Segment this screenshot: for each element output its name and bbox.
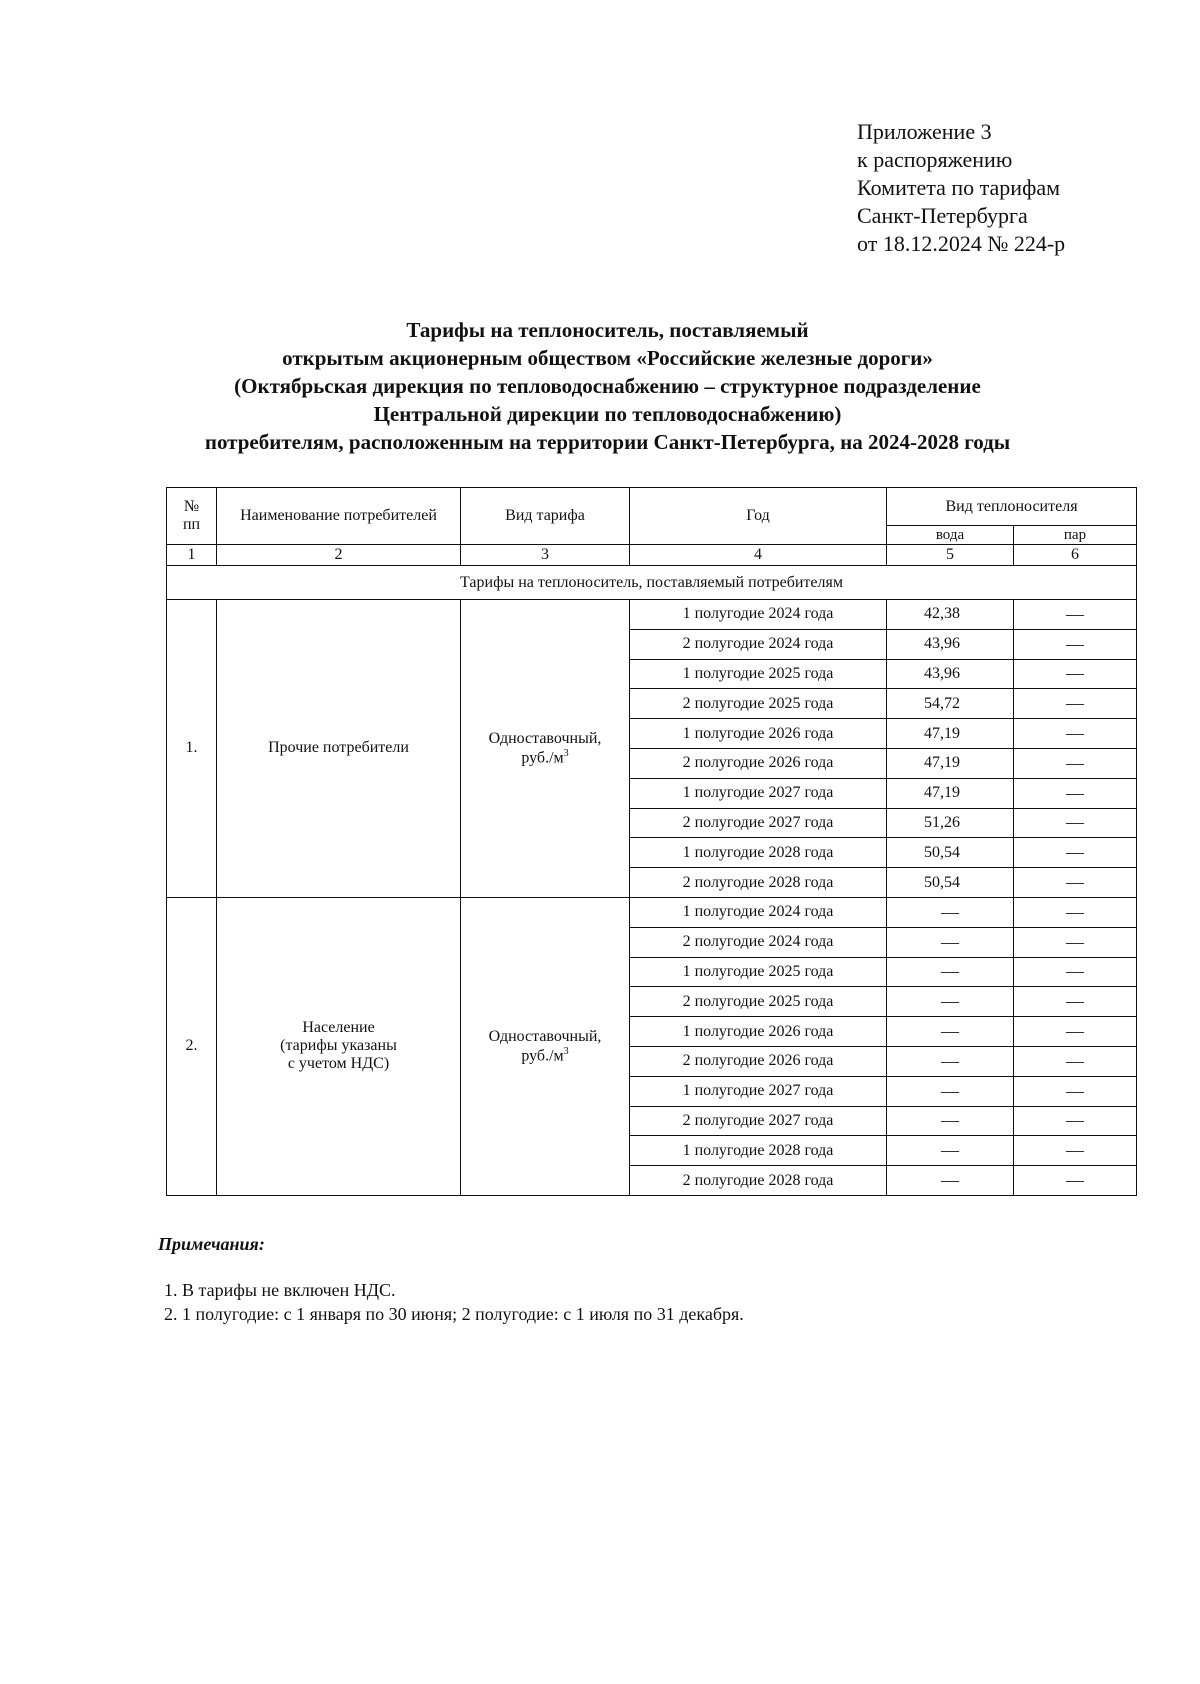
notes bbox=[158, 1232, 744, 1326]
steam-tariff-cell: — bbox=[1014, 1017, 1137, 1047]
consumer-name-line: Прочие потребители bbox=[268, 739, 409, 757]
period-cell: 2 полугодие 2026 года bbox=[630, 748, 887, 778]
steam-tariff-cell: — bbox=[1014, 1076, 1137, 1106]
water-tariff-value: — bbox=[941, 1110, 959, 1131]
water-tariff-value: 54,72 bbox=[924, 694, 960, 712]
column-number: 2 bbox=[217, 545, 461, 566]
appendix-line: Санкт-Петербурга bbox=[857, 203, 1028, 228]
tariff-unit-text: руб./м bbox=[521, 749, 564, 767]
group-number: 1. bbox=[167, 600, 217, 898]
water-tariff-value: — bbox=[941, 991, 959, 1012]
period-cell: 1 полугодие 2024 года bbox=[630, 600, 887, 630]
column-number: 4 bbox=[630, 545, 887, 566]
steam-tariff-cell: — bbox=[1014, 808, 1137, 838]
water-tariff-cell bbox=[887, 1076, 1014, 1106]
steam-tariff-cell: — bbox=[1014, 689, 1137, 719]
tariff-unit bbox=[461, 1046, 629, 1065]
note-item: 2. 1 полугодие: с 1 января по 30 июня; 2 полугодие: с 1 июля по 31 декабря. bbox=[182, 1302, 744, 1326]
column-number: 3 bbox=[461, 545, 630, 566]
period-cell: 1 полугодие 2025 года bbox=[630, 659, 887, 689]
period-cell: 2 полугодие 2024 года bbox=[630, 629, 887, 659]
appendix-line: Комитета по тарифам bbox=[857, 175, 1061, 200]
water-tariff-value: 51,26 bbox=[924, 813, 960, 831]
consumer-name bbox=[217, 897, 461, 1195]
consumer-name-line: Население bbox=[302, 1019, 375, 1037]
header-year: Год bbox=[630, 488, 887, 545]
title-line: (Октябрьская дирекция по тепловодоснабжению – структурное подразделение bbox=[234, 374, 981, 398]
steam-tariff-cell: — bbox=[1014, 897, 1137, 927]
water-tariff-cell bbox=[887, 987, 1014, 1017]
table-row bbox=[167, 600, 1137, 630]
section-title: Тарифы на теплоноситель, поставляемый потребителям bbox=[167, 566, 1137, 600]
water-tariff-cell bbox=[887, 1046, 1014, 1076]
water-tariff-cell bbox=[887, 957, 1014, 987]
water-tariff-value: — bbox=[941, 1140, 959, 1161]
water-tariff-cell bbox=[887, 1166, 1014, 1196]
water-tariff-cell bbox=[887, 629, 1014, 659]
title-line: Тарифы на теплоноситель, поставляемый bbox=[406, 318, 809, 342]
header-number bbox=[167, 488, 217, 545]
period-cell: 1 полугодие 2025 года bbox=[630, 957, 887, 987]
period-cell: 1 полугодие 2028 года bbox=[630, 838, 887, 868]
period-cell: 2 полугодие 2025 года bbox=[630, 987, 887, 1017]
water-tariff-value: 50,54 bbox=[924, 873, 960, 891]
water-tariff-cell bbox=[887, 897, 1014, 927]
steam-tariff-cell: — bbox=[1014, 629, 1137, 659]
period-cell: 2 полугодие 2028 года bbox=[630, 868, 887, 898]
appendix-line: к распоряжению bbox=[857, 147, 1013, 172]
period-cell: 1 полугодие 2027 года bbox=[630, 1076, 887, 1106]
period-cell: 1 полугодие 2026 года bbox=[630, 1017, 887, 1047]
tariff-unit bbox=[461, 748, 629, 767]
water-tariff-cell bbox=[887, 689, 1014, 719]
water-tariff-cell bbox=[887, 808, 1014, 838]
header-number-line2: пп bbox=[182, 516, 201, 533]
water-tariff-value: — bbox=[941, 1170, 959, 1191]
water-tariff-cell bbox=[887, 1136, 1014, 1166]
water-tariff-cell bbox=[887, 838, 1014, 868]
steam-tariff-cell: — bbox=[1014, 1106, 1137, 1136]
tariff-type bbox=[461, 600, 630, 898]
water-tariff-value: 47,19 bbox=[924, 754, 960, 772]
water-tariff-value: — bbox=[941, 1080, 959, 1101]
period-cell: 1 полугодие 2026 года bbox=[630, 719, 887, 749]
tariff-type-line: Одноставочный, bbox=[488, 1027, 602, 1045]
steam-tariff-cell: — bbox=[1014, 987, 1137, 1017]
steam-tariff-cell: — bbox=[1014, 838, 1137, 868]
steam-tariff-cell: — bbox=[1014, 927, 1137, 957]
consumer-name-line: с учетом НДС) bbox=[287, 1055, 390, 1073]
water-tariff-value: — bbox=[941, 1050, 959, 1071]
period-cell: 2 полугодие 2027 года bbox=[630, 1106, 887, 1136]
column-number: 5 bbox=[887, 545, 1014, 566]
tariff-type bbox=[461, 897, 630, 1195]
steam-tariff-cell: — bbox=[1014, 600, 1137, 630]
water-tariff-cell bbox=[887, 868, 1014, 898]
water-tariff-value: — bbox=[941, 931, 959, 952]
tariff-unit-text: руб./м bbox=[521, 1047, 564, 1065]
period-cell: 2 полугодие 2025 года bbox=[630, 689, 887, 719]
notes-list bbox=[158, 1278, 744, 1326]
water-tariff-value: 42,38 bbox=[924, 605, 960, 623]
water-tariff-value: 47,19 bbox=[924, 784, 960, 802]
period-cell: 2 полугодие 2024 года bbox=[630, 927, 887, 957]
steam-tariff-cell: — bbox=[1014, 778, 1137, 808]
note-item: 1. В тарифы не включен НДС. bbox=[182, 1278, 744, 1302]
water-tariff-cell bbox=[887, 1106, 1014, 1136]
header-consumer: Наименование потребителей bbox=[217, 488, 461, 545]
water-tariff-cell bbox=[887, 1017, 1014, 1047]
period-cell: 2 полугодие 2027 года bbox=[630, 808, 887, 838]
water-tariff-cell bbox=[887, 927, 1014, 957]
water-tariff-value: — bbox=[941, 1021, 959, 1042]
title-line: Центральной дирекции по тепловодоснабжению) bbox=[373, 402, 842, 426]
steam-tariff-cell: — bbox=[1014, 1046, 1137, 1076]
period-cell: 2 полугодие 2028 года bbox=[630, 1166, 887, 1196]
water-tariff-value: — bbox=[941, 961, 959, 982]
title-line: потребителям, расположенным на территории Санкт-Петербурга, на 2024-2028 годы bbox=[204, 430, 1011, 454]
tariff-unit-superscript: 3 bbox=[563, 747, 569, 759]
appendix-line: Приложение 3 bbox=[857, 119, 992, 144]
consumer-name-line: (тарифы указаны bbox=[280, 1037, 397, 1055]
steam-tariff-cell: — bbox=[1014, 1166, 1137, 1196]
tariff-unit-superscript: 3 bbox=[563, 1045, 569, 1057]
notes-title: Примечания: bbox=[158, 1234, 265, 1254]
column-number: 1 bbox=[167, 545, 217, 566]
tariff-type-line: Одноставочный, bbox=[488, 729, 602, 747]
steam-tariff-cell: — bbox=[1014, 868, 1137, 898]
period-cell: 1 полугодие 2027 года bbox=[630, 778, 887, 808]
header-number-line1: № bbox=[183, 498, 200, 515]
consumer-name bbox=[217, 600, 461, 898]
period-cell: 2 полугодие 2026 года bbox=[630, 1046, 887, 1076]
column-number: 6 bbox=[1014, 545, 1137, 566]
steam-tariff-cell: — bbox=[1014, 748, 1137, 778]
header-heat-carrier: Вид теплоносителя bbox=[887, 488, 1137, 526]
water-tariff-value: — bbox=[941, 901, 959, 922]
water-tariff-cell bbox=[887, 719, 1014, 749]
header-water: вода bbox=[887, 526, 1014, 545]
header-steam: пар bbox=[1014, 526, 1137, 545]
water-tariff-cell bbox=[887, 600, 1014, 630]
table-row bbox=[167, 897, 1137, 927]
water-tariff-cell bbox=[887, 778, 1014, 808]
group-number: 2. bbox=[167, 897, 217, 1195]
steam-tariff-cell: — bbox=[1014, 957, 1137, 987]
water-tariff-value: 43,96 bbox=[924, 635, 960, 653]
water-tariff-cell bbox=[887, 748, 1014, 778]
header-tariff-type: Вид тарифа bbox=[461, 488, 630, 545]
title-line: открытым акционерным обществом «Российские железные дороги» bbox=[282, 346, 933, 370]
water-tariff-value: 47,19 bbox=[924, 724, 960, 742]
water-tariff-value: 43,96 bbox=[924, 664, 960, 682]
steam-tariff-cell: — bbox=[1014, 1136, 1137, 1166]
appendix-line: от 18.12.2024 № 224-р bbox=[857, 231, 1066, 256]
period-cell: 1 полугодие 2028 года bbox=[630, 1136, 887, 1166]
document-title bbox=[140, 316, 1075, 456]
steam-tariff-cell: — bbox=[1014, 719, 1137, 749]
period-cell: 1 полугодие 2024 года bbox=[630, 897, 887, 927]
steam-tariff-cell: — bbox=[1014, 659, 1137, 689]
water-tariff-value: 50,54 bbox=[924, 843, 960, 861]
tariff-table bbox=[166, 487, 1137, 1196]
appendix-reference bbox=[857, 118, 1065, 258]
water-tariff-cell bbox=[887, 659, 1014, 689]
